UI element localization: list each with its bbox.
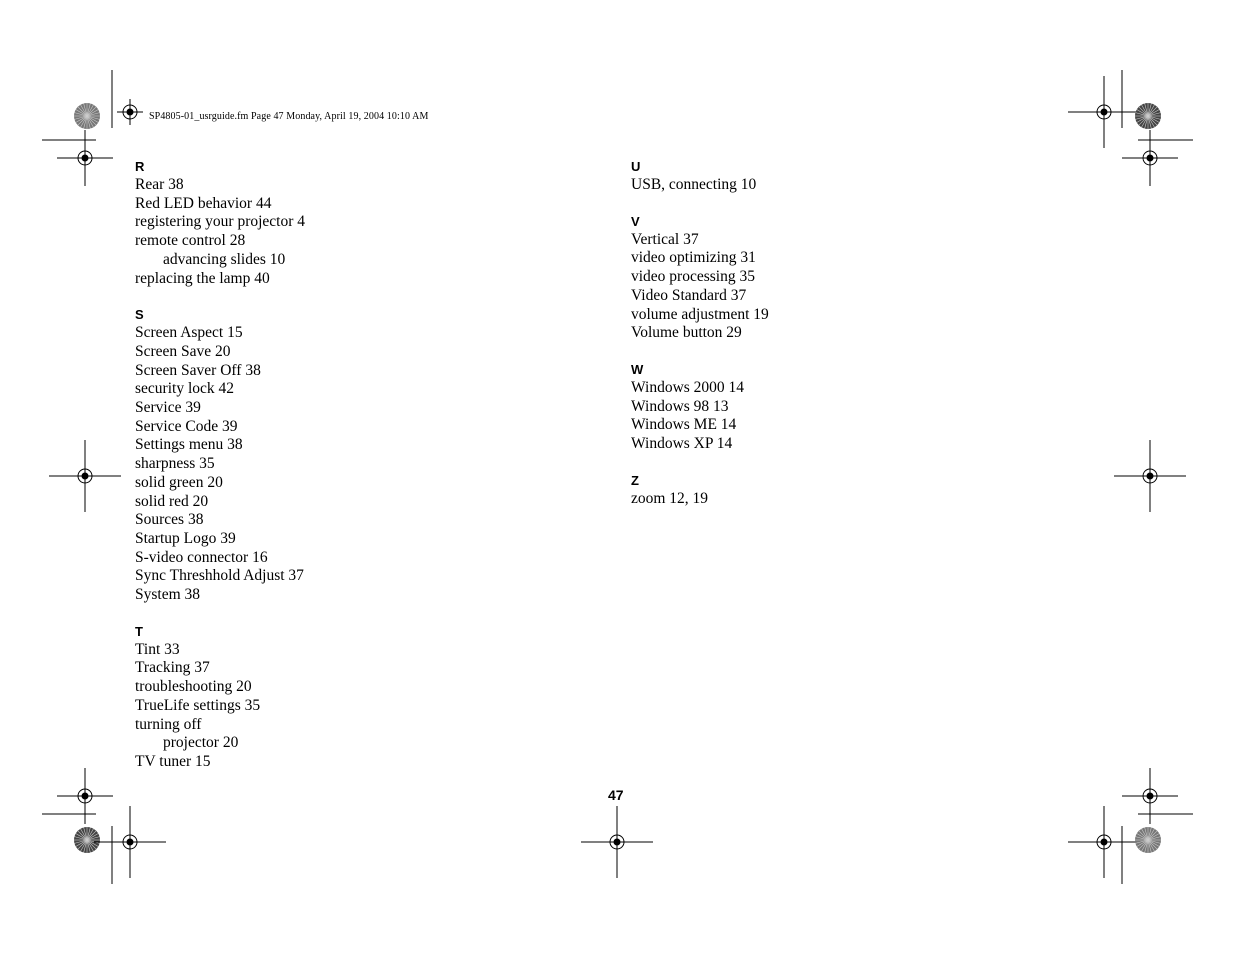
starburst-ray: [81, 105, 88, 116]
starburst-ray: [1145, 827, 1148, 840]
starburst-ray: [1142, 105, 1149, 116]
starburst-ray: [1148, 840, 1155, 851]
starburst-target: [74, 103, 100, 129]
print-header: SP4805-01_usrguide.fm Page 47 Monday, April 19, 2004 10:10 AM: [149, 111, 429, 122]
starburst-ray: [87, 113, 100, 116]
starburst-ray: [74, 113, 87, 116]
starburst-ray: [84, 103, 87, 116]
starburst-ray: [87, 840, 90, 853]
starburst-ray: [1148, 103, 1151, 116]
index-entry: solid red 20: [135, 492, 209, 510]
index-entry: troubleshooting 20: [135, 678, 252, 696]
starburst-ray: [84, 840, 87, 853]
index-section: [631, 361, 1051, 454]
starburst-ray: [1135, 113, 1148, 116]
starburst-ray: [1142, 116, 1149, 127]
starburst-ray: [1142, 829, 1149, 840]
starburst-ray: [87, 827, 90, 840]
starburst-ray: [84, 116, 87, 129]
starburst-ray: [78, 107, 87, 116]
page-number: 47: [608, 787, 624, 803]
index-entry: zoom 12, 19: [631, 489, 709, 507]
registration-circle: [1143, 151, 1157, 165]
starburst-ray: [1148, 113, 1161, 116]
starburst-ray: [87, 103, 90, 116]
index-entry: Startup Logo 39: [135, 529, 236, 547]
index-entry: Sources 38: [135, 511, 204, 529]
index-section: [631, 213, 1051, 343]
index-entry: Volume button 29: [631, 324, 742, 342]
registration-dot: [127, 839, 134, 846]
index-entry: Service Code 39: [135, 417, 238, 435]
registration-dot: [82, 155, 89, 162]
starburst-ray: [1148, 105, 1155, 116]
index-entry: Rear 38: [135, 176, 184, 193]
section-letter: W: [631, 361, 644, 377]
index-entry: Windows XP 14: [631, 435, 733, 453]
index-subentry: projector 20: [163, 734, 239, 752]
registration-circle: [78, 469, 92, 483]
starburst-ray: [81, 840, 88, 851]
index-entry: Windows 2000 14: [631, 378, 745, 396]
index-entry: Video Standard 37: [631, 286, 747, 304]
starburst-ray: [78, 840, 87, 849]
starburst-ray: [87, 116, 100, 119]
starburst-ray: [1145, 116, 1148, 129]
starburst-ray: [1135, 116, 1148, 119]
registration-dot: [1147, 793, 1154, 800]
section-letter: Z: [631, 472, 639, 488]
registration-circle: [1143, 789, 1157, 803]
starburst-ray: [87, 829, 94, 840]
starburst-ray: [76, 834, 87, 841]
index-section: [631, 472, 1051, 509]
registration-dot: [82, 793, 89, 800]
registration-dot: [1147, 155, 1154, 162]
registration-circle: [78, 789, 92, 803]
index-entry: video optimizing 31: [631, 249, 756, 267]
starburst-ray: [74, 840, 87, 843]
starburst-ray: [1148, 840, 1157, 849]
registration-circle: [1097, 105, 1111, 119]
section-letter: T: [135, 623, 143, 639]
registration-dot: [614, 839, 621, 846]
registration-dot: [127, 109, 134, 116]
starburst-ray: [78, 116, 87, 125]
starburst-ray: [1148, 116, 1155, 127]
registration-dot: [1101, 839, 1108, 846]
index-section: [135, 306, 555, 605]
starburst-ray: [87, 105, 94, 116]
index-entry: solid green 20: [135, 473, 223, 491]
index-entry: USB, connecting 10: [631, 176, 757, 193]
index-entry: Red LED behavior 44: [135, 194, 272, 212]
starburst-ray: [1148, 840, 1161, 843]
section-letter: S: [135, 307, 144, 323]
starburst-ray: [1148, 837, 1161, 840]
registration-circle: [123, 835, 137, 849]
starburst-ray: [1137, 834, 1148, 841]
starburst-ray: [81, 829, 88, 840]
starburst-target: [1135, 827, 1161, 853]
starburst-ray: [1148, 110, 1159, 117]
starburst-ray: [1137, 116, 1148, 123]
index-entry: S-video connector 16: [135, 548, 268, 566]
index-entry: remote control 28: [135, 232, 246, 250]
starburst-ray: [1148, 840, 1159, 847]
starburst-ray: [1137, 110, 1148, 117]
starburst-ray: [1145, 103, 1148, 116]
index-entry: Vertical 37: [631, 230, 699, 248]
index-entry: video processing 35: [631, 268, 755, 286]
starburst-ray: [87, 116, 90, 129]
starburst-ray: [78, 831, 87, 840]
registration-dot: [1147, 473, 1154, 480]
starburst-ray: [84, 827, 87, 840]
index-entry: sharpness 35: [135, 455, 215, 473]
starburst-target: [74, 827, 100, 853]
starburst-ray: [1135, 837, 1148, 840]
starburst-ray: [1148, 107, 1157, 116]
index-section: [135, 623, 555, 772]
registration-dot: [82, 473, 89, 480]
starburst-ray: [1135, 840, 1148, 843]
section-letter: U: [631, 159, 641, 174]
section-letter: V: [631, 213, 640, 229]
index-entry: Service 39: [135, 399, 201, 417]
starburst-ray: [76, 116, 87, 123]
registration-circle: [1143, 469, 1157, 483]
starburst-ray: [87, 840, 94, 851]
starburst-ray: [1148, 827, 1151, 840]
index-column-right: [631, 158, 1051, 526]
registration-dot: [1101, 109, 1108, 116]
starburst-ray: [76, 110, 87, 117]
section-letter: R: [135, 159, 145, 174]
index-entry: Tint 33: [135, 640, 180, 658]
index-entry: TrueLife settings 35: [135, 696, 261, 714]
index-entry: Screen Saver Off 38: [135, 361, 261, 379]
index-entry: System 38: [135, 586, 201, 604]
index-column-left: [135, 158, 555, 790]
index-subentry: advancing slides 10: [163, 250, 286, 268]
starburst-ray: [1139, 840, 1148, 849]
starburst-ray: [1148, 116, 1157, 125]
starburst-ray: [87, 840, 98, 847]
starburst-ray: [87, 834, 98, 841]
registration-circle: [78, 151, 92, 165]
starburst-ray: [1148, 116, 1161, 119]
index-entry: Windows ME 14: [631, 416, 737, 434]
index-entry: registering your projector 4: [135, 213, 306, 231]
starburst-ray: [74, 116, 87, 119]
index-entry: Windows 98 13: [631, 397, 729, 415]
starburst-ray: [1137, 840, 1148, 847]
starburst-target: [1135, 103, 1161, 129]
index-entry: TV tuner 15: [135, 752, 211, 770]
starburst-ray: [1148, 116, 1151, 129]
index-entry: replacing the lamp 40: [135, 269, 270, 287]
starburst-ray: [87, 116, 94, 127]
index-entry: Tracking 37: [135, 659, 210, 677]
starburst-ray: [81, 116, 88, 127]
index-entry: Sync Threshhold Adjust 37: [135, 567, 304, 585]
index-entry: Settings menu 38: [135, 436, 243, 454]
starburst-ray: [1148, 834, 1159, 841]
starburst-ray: [1148, 829, 1155, 840]
starburst-ray: [1148, 831, 1157, 840]
starburst-ray: [87, 840, 100, 843]
starburst-ray: [87, 116, 96, 125]
index-entry: turning off: [135, 715, 202, 733]
starburst-ray: [74, 837, 87, 840]
index-section: [631, 158, 1051, 195]
starburst-ray: [1139, 831, 1148, 840]
starburst-ray: [1145, 840, 1148, 853]
registration-circle: [610, 835, 624, 849]
starburst-ray: [87, 831, 96, 840]
starburst-ray: [87, 837, 100, 840]
starburst-ray: [1139, 107, 1148, 116]
index-entry: volume adjustment 19: [631, 305, 769, 323]
starburst-ray: [1148, 840, 1151, 853]
starburst-ray: [1148, 116, 1159, 123]
starburst-ray: [1139, 116, 1148, 125]
starburst-ray: [87, 107, 96, 116]
starburst-ray: [87, 116, 98, 123]
registration-circle: [123, 105, 137, 119]
registration-circle: [1097, 835, 1111, 849]
starburst-ray: [87, 840, 96, 849]
starburst-ray: [87, 110, 98, 117]
index-entry: Screen Aspect 15: [135, 324, 243, 342]
starburst-ray: [76, 840, 87, 847]
starburst-ray: [1142, 840, 1149, 851]
index-section: [135, 158, 555, 288]
index-entry: Screen Save 20: [135, 342, 231, 360]
index-entry: security lock 42: [135, 380, 235, 398]
